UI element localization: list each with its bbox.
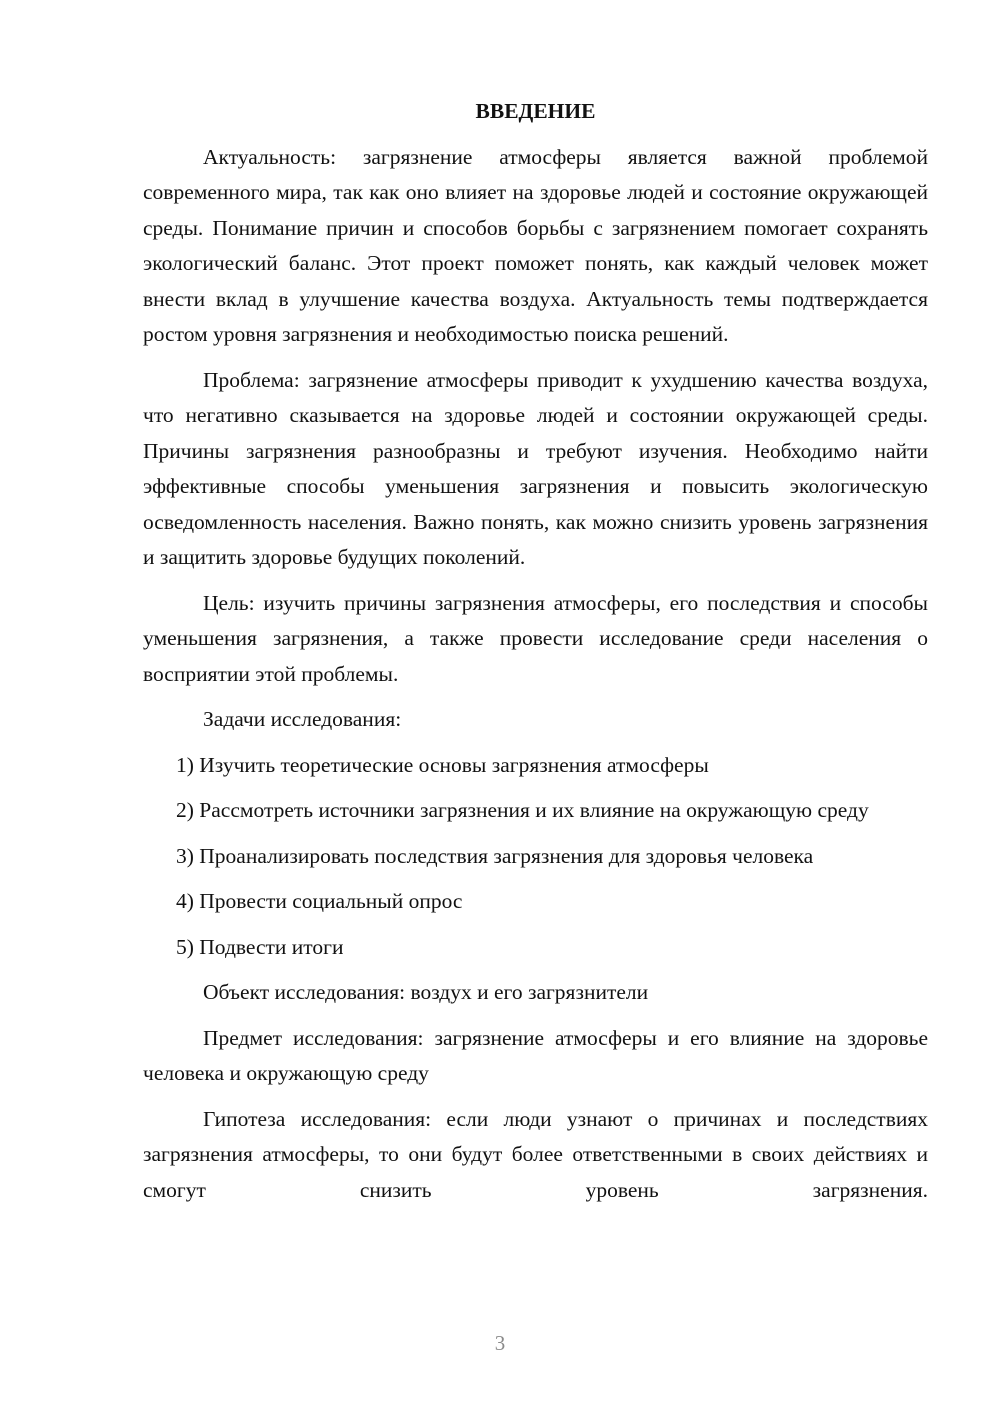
subject-paragraph: Предмет исследования: загрязнение атмосферы и его влияние на здоровье человека и окружающую среду bbox=[143, 1025, 928, 1085]
hypothesis-paragraph: Гипотеза исследования: если люди узнают о причинах и последствиях загрязнения атмосферы, то они будут более ответственными в своих действиях и смогут снизить уровень загрязнения. bbox=[143, 1106, 928, 1202]
task-item: 3) Проанализировать последствия загрязнения для здоровья человека bbox=[176, 843, 814, 868]
page-number: 3 bbox=[494, 1331, 506, 1355]
task-item: 2) Рассмотреть источники загрязнения и их влияние на окружающую среду bbox=[176, 798, 869, 822]
object-paragraph: Объект исследования: воздух и его загрязнители bbox=[203, 980, 649, 1004]
section-heading: ВВЕДЕНИЕ bbox=[475, 99, 596, 123]
problem-paragraph: Проблема: загрязнение атмосферы приводит к ухудшению качества воздуха, что негативно сказывается на здоровье людей и состоянии окружающей среды. Причины загрязнения разнообразны и требуют изучения. Необходимо найти эффективные способы уменьшения загрязнения и повысить экологическую осведомленность населения. Важно понять, как можно снизить уровень загрязнения и защитить здоровье будущих поколений. bbox=[143, 367, 928, 569]
relevance-paragraph: Актуальность: загрязнение атмосферы является важной проблемой современного мира, так как оно влияет на здоровье людей и состояние окружающей среды. Понимание причин и способов борьбы с загрязнением помогает сохранять экологический баланс. Этот проект поможет понять, как каждый человек может внести вклад в улучшение качества воздуха. Актуальность темы подтверждается ростом уровня загрязнения и необходимостью поиска решений. bbox=[143, 144, 928, 346]
page-content bbox=[143, 94, 928, 1218]
task-item: 1) Изучить теоретические основы загрязнения атмосферы bbox=[176, 752, 709, 777]
task-item: 5) Подвести итоги bbox=[176, 934, 344, 959]
tasks-intro: Задачи исследования: bbox=[203, 707, 402, 731]
task-item: 4) Провести социальный опрос bbox=[176, 889, 463, 913]
goal-paragraph: Цель: изучить причины загрязнения атмосферы, его последствия и способы уменьшения загрязнения, а также провести исследование среди населения о восприятии этой проблемы. bbox=[143, 590, 928, 686]
